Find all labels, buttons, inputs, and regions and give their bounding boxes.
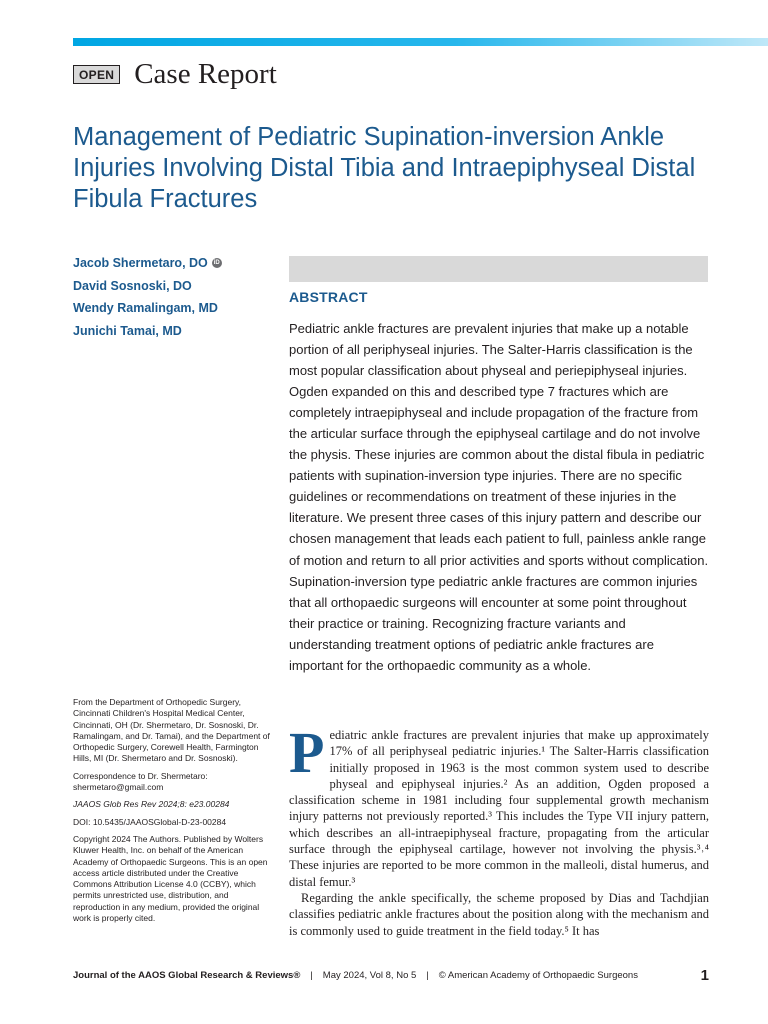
- article-type: Case Report: [134, 58, 277, 90]
- footer-separator: |: [426, 970, 429, 981]
- open-access-badge: OPEN: [73, 65, 120, 84]
- abstract-header-band: [289, 256, 708, 282]
- footer-copyright: © American Academy of Orthopaedic Surgeons: [438, 970, 638, 981]
- doi-note[interactable]: DOI: 10.5435/JAAOSGlobal-D-23-00284: [73, 816, 227, 827]
- body-paragraph: Regarding the ankle specifically, the scheme proposed by Dias and Tachdjian classifies pediatric ankle fractures about the position along with the mechanism and is commonly used to guide treatment in the field today.⁵ It has: [289, 890, 709, 938]
- copyright-note: Copyright 2024 The Authors. Published by Wolters Kluwer Health, Inc. on behalf of the American Academy of Orthopaedic Surgeons. This is an open access article distributed under the Creative Commons Attribution License 4.0 (CCBY), which permits unrestricted use, distribution, and reproduction in any medium, provided the original work is properly cited.: [73, 833, 268, 924]
- abstract-text: Pediatric ankle fractures are prevalent injuries that make up a notable portion of all periphyseal injuries. The Salter-Harris classification is the most popular classification about physeal and periepiphyseal injuries. Ogden expanded on this and described type 7 fractures which are completely intraepiphyseal and include propagation of the fracture from the articular surface through the epiphyseal cartilage and do not involve the physis. These injuries are common about the distal fibula in pediatric patients with supination-inversion type injuries. There are no specific guidelines or recommendations on treatment of these injuries in the literature. We present three cases of this injury pattern and describe our chosen management that leads each patient to full, painless ankle range of motion and return to all prior activities and sports without complication. Supination-inversion type pediatric ankle fractures are common injuries that all orthopaedic surgeons will encounter at some point throughout their practice or training. Recognizing fracture variants and understanding treatment options of pediatric ankle fractures are important for the orthopaedic community as a whole.: [289, 321, 709, 673]
- footer-journal: Journal of the AAOS Global Research & Reviews®: [73, 970, 301, 981]
- citation-note: JAAOS Glob Res Rev 2024;8: e23.00284: [73, 799, 230, 810]
- author-name-text: Jacob Shermetaro, DO: [73, 256, 208, 270]
- orcid-icon[interactable]: iD: [213, 260, 220, 267]
- author-name[interactable]: Junichi Tamai, MD: [73, 323, 182, 338]
- drop-cap: P: [289, 720, 325, 785]
- article-info-sidebar: [73, 697, 278, 930]
- page-number: 1: [700, 967, 709, 984]
- author-name[interactable]: Wendy Ramalingam, MD: [73, 301, 218, 315]
- affiliation-note: From the Department of Orthopedic Surgery, Cincinnati Children's Hospital Medical Center, Cincinnati, OH (Dr. Shermetaro, Dr. Sosnoski, Dr. Ramalingam, and Dr. Tamai), and the Department of Orthopedic Surgery, Corewell Health, Farmington Hills, MI (Dr. Shermetaro and Dr. Sosnoski).: [73, 697, 270, 764]
- author-name[interactable]: David Sosnoski, DO: [73, 278, 192, 293]
- footer-issue: May 2024, Vol 8, No 5: [322, 970, 417, 981]
- article-body: [289, 720, 709, 939]
- top-accent-bar: [73, 38, 768, 46]
- page-footer: [73, 967, 709, 984]
- author-name[interactable]: [73, 252, 222, 275]
- body-paragraph: [289, 720, 709, 890]
- author-list: [73, 252, 222, 342]
- abstract-heading: ABSTRACT: [289, 289, 368, 305]
- article-title: Management of Pediatric Supination-inversion Ankle Injuries Involving Distal Tibia and Intraepiphyseal Distal Fibula Fractures: [73, 123, 696, 213]
- correspondence-note: Correspondence to Dr. Shermetaro: shermetaro@gmail.com: [73, 770, 208, 793]
- footer-separator: |: [310, 970, 313, 981]
- article-header: [73, 58, 277, 90]
- body-paragraph-text: ediatric ankle fractures are prevalent injuries that make up approximately 17% of all periphyseal pediatric injuries.¹ The Salter-Harris classification initially proposed in 1963 is the most common system used to describe physeal and epiphyseal injuries.² As an addition, Ogden proposed a classification scheme in 1981 including four supplemental growth mechanism injury patterns not previously reported.³ This includes the Type VII injury pattern, which describes an all-intraepiphyseal fracture, propagating from the articular surface through the epiphyseal cartilage, however not involving the physis.³˒⁴ These injuries are reported to be more common in the malleoli, distal humerus, and distal femur.³: [289, 728, 709, 889]
